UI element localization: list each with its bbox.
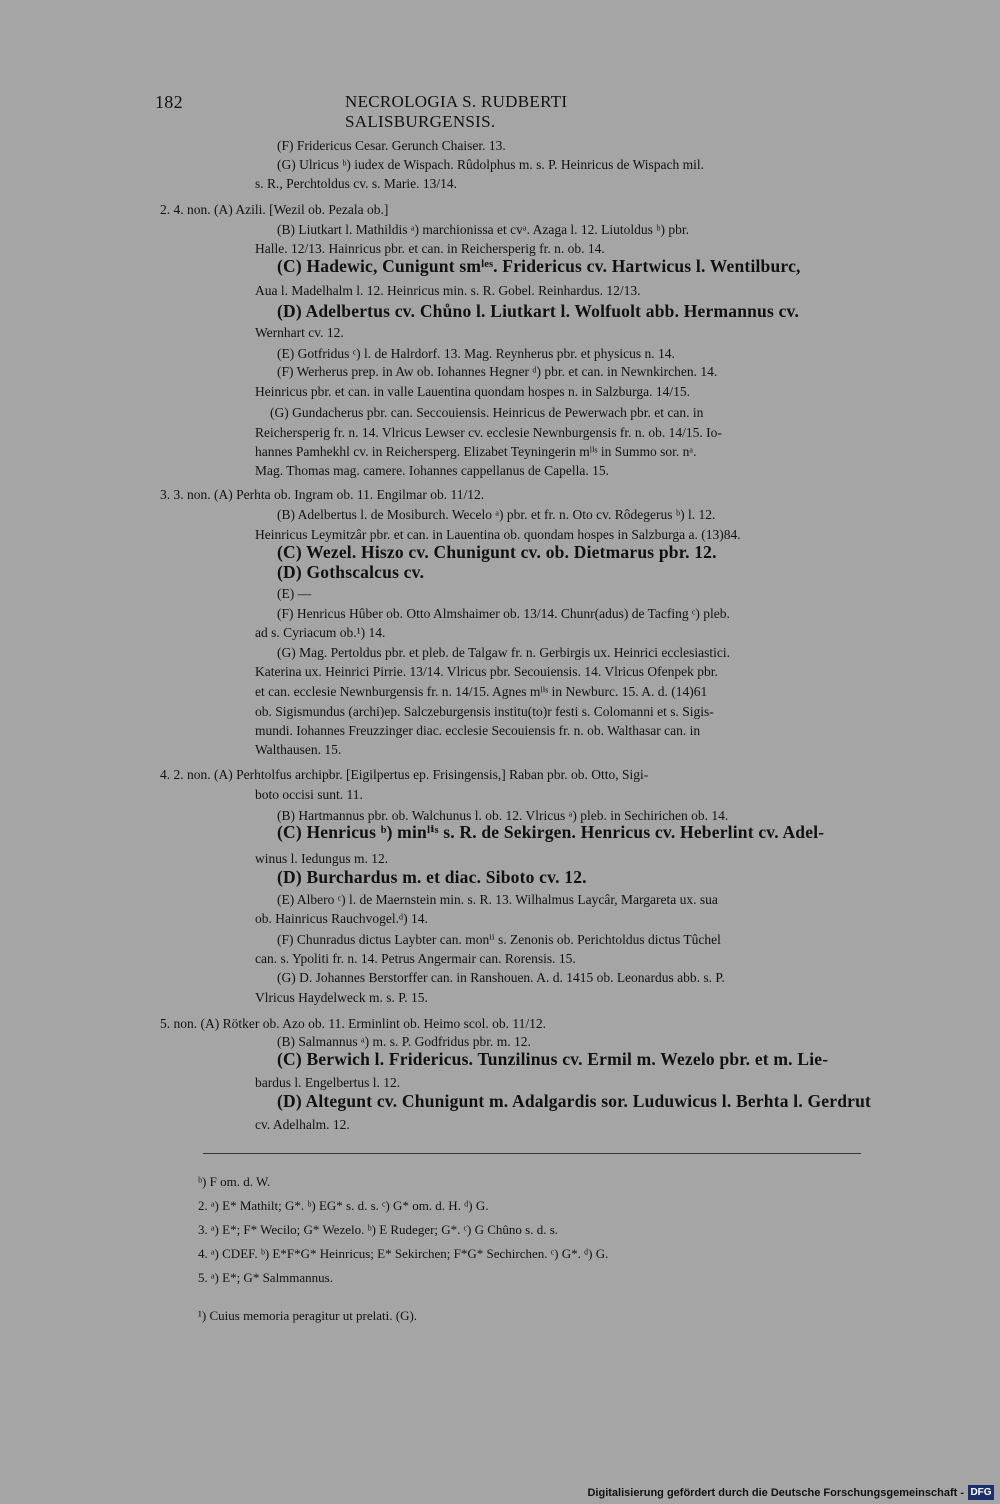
text-line: Wernhart cv. 12.	[255, 325, 344, 340]
text-line: (D) Gothscalcus cv.	[277, 562, 425, 582]
text-line: (G) Gundacherus pbr. can. Seccouiensis. Heinricus de Pewerwach pbr. et can. in	[270, 405, 704, 420]
footer-credit: Digitalisierung gefördert durch die Deutsche Forschungsgemeinschaft -	[587, 1487, 964, 1499]
footnote-line: 3. ᵃ) E*; F* Wecilo; G* Wezelo. ᵇ) E Rudeger; G*. ᶜ) G Chûno s. d. s.	[198, 1222, 559, 1237]
text-line: (G) Ulricus ᵇ) iudex de Wispach. Rûdolphus m. s. P. Heinricus de Wispach mil.	[277, 157, 705, 172]
text-line: (D) Adelbertus cv. Chůno l. Liutkart l. Wolfuolt abb. Hermannus cv.	[277, 301, 800, 321]
text-line: Vlricus Haydelweck m. s. P. 15.	[255, 990, 428, 1005]
text-line: hannes Pamhekhl cv. in Reichersperg. Elizabet Teyningerin mˡⁱˢ in Summo sor. nᵃ.	[255, 444, 697, 459]
text-line: (C) Berwich l. Fridericus. Tunzilinus cv. Ermil m. Wezelo pbr. et m. Lie-	[277, 1049, 829, 1069]
footnote-line: ᵇ) F om. d. W.	[198, 1174, 271, 1189]
text-line: boto occisi sunt. 11.	[255, 787, 363, 802]
dfg-logo: DFG	[968, 1485, 994, 1500]
text-line: (C) Hadewic, Cunigunt smˡᵉˢ. Fridericus cv. Hartwicus l. Wentilburc,	[277, 256, 801, 276]
text-line: (E) Albero ᶜ) l. de Maernstein min. s. R. 13. Wilhalmus Laycâr, Margareta ux. sua	[277, 892, 718, 907]
text-line: ob. Hainricus Rauchvogel.ᵈ) 14.	[255, 911, 428, 926]
text-line: et can. ecclesie Newnburgensis fr. n. 14/15. Agnes mˡⁱˢ in Newburc. 15. A. d. (14)61	[255, 684, 708, 699]
page-header	[155, 92, 715, 131]
text-line: (F) Werherus prep. in Aw ob. Iohannes Hegner ᵈ) pbr. et can. in Newnkirchen. 14.	[277, 364, 718, 379]
text-line: (G) Mag. Pertoldus pbr. et pleb. de Talgaw fr. n. Gerbirgis ux. Heinrici ecclesiastici.	[277, 645, 730, 660]
footnote-line: 5. ᵃ) E*; G* Salmmannus.	[198, 1270, 333, 1285]
text-line: Katerina ux. Heinrici Pirrie. 13/14. Vlricus pbr. Secouiensis. 14. Vlricus Ofenpek pbr.	[255, 664, 718, 679]
text-line: (D) Burchardus m. et diac. Siboto cv. 12.	[277, 867, 587, 887]
text-line: (C) Henricus ᵇ) minˡⁱˢ s. R. de Sekirgen. Henricus cv. Heberlint cv. Adel-	[277, 822, 825, 842]
text-line: (B) Salmannus ᵃ) m. s. P. Godfridus pbr. m. 12.	[277, 1034, 531, 1049]
footnote-line: 2. ᵃ) E* Mathilt; G*. ᵇ) EG* s. d. s. ᶜ) G* om. d. H. ᵈ) G.	[198, 1198, 489, 1213]
text-line: Reichersperig fr. n. 14. Vlricus Lewser cv. ecclesie Newnburgensis fr. n. ob. 14/15. Io-	[255, 425, 722, 440]
text-line: (B) Hartmannus pbr. ob. Walchunus l. ob. 12. Vlricus ᵃ) pleb. in Sechirichen ob. 14.	[277, 808, 729, 823]
footnote-line: 4. ᵃ) CDEF. ᵇ) E*F*G* Heinricus; E* Sekirchen; F*G* Sechirchen. ᶜ) G*. ᵈ) G.	[198, 1246, 609, 1261]
text-line: Walthausen. 15.	[255, 742, 342, 757]
page-number: 182	[155, 92, 183, 112]
text-line: (C) Wezel. Hiszo cv. Chunigunt cv. ob. Dietmarus pbr. 12.	[277, 542, 717, 562]
text-line: (E) —	[277, 586, 312, 601]
text-line: (F) Henricus Hûber ob. Otto Almshaimer ob. 13/14. Chunr(adus) de Tacfing ᶜ) pleb.	[277, 606, 730, 621]
text-line: (B) Liutkart l. Mathildis ᵃ) marchionissa et cvᵃ. Azaga l. 12. Liutoldus ᵇ) pbr.	[277, 222, 689, 237]
text-line: bardus l. Engelbertus l. 12.	[255, 1075, 401, 1090]
text-line: (F) Chunradus dictus Laybter can. monⁱⁱ s. Zenonis ob. Perichtoldus dictus Tûchel	[277, 932, 721, 947]
text-line: Aua l. Madelhalm l. 12. Heinricus min. s. R. Gobel. Reinhardus. 12/13.	[255, 283, 641, 298]
text-line: (F) Fridericus Cesar. Gerunch Chaiser. 13.	[277, 138, 506, 153]
text-line: 2. 4. non. (A) Azili. [Wezil ob. Pezala ob.]	[160, 202, 389, 217]
text-line: 3. 3. non. (A) Perhta ob. Ingram ob. 11. Engilmar ob. 11/12.	[160, 487, 485, 502]
text-line: 4. 2. non. (A) Perhtolfus archipbr. [Eigilpertus ep. Frisingensis,] Raban pbr. ob. Otto, Sigi-	[160, 767, 649, 782]
running-title: NECROLOGIA S. RUDBERTI SALISBURGENSIS.	[345, 92, 568, 131]
text-line: Mag. Thomas mag. camere. Iohannes cappellanus de Capella. 15.	[255, 463, 610, 478]
footnote-divider	[203, 1153, 861, 1154]
text-line: can. s. Ypoliti fr. n. 14. Petrus Angermair can. Rorensis. 15.	[255, 951, 576, 966]
text-line: (B) Adelbertus l. de Mosiburch. Wecelo ᵃ) pbr. et fr. n. Oto cv. Rôdegerus ᵇ) l. 12.	[277, 507, 716, 522]
footnote-line: ¹) Cuius memoria peragitur ut prelati. (G).	[198, 1308, 418, 1323]
text-line: winus l. Iedungus m. 12.	[255, 851, 389, 866]
text-line: mundi. Iohannes Freuzzinger diac. ecclesie Secouiensis fr. n. ob. Walthasar can. in	[255, 723, 701, 738]
text-line: (G) D. Johannes Berstorffer can. in Ranshouen. A. d. 1415 ob. Leonardus abb. s. P.	[277, 970, 725, 985]
text-line: (E) Gotfridus ᶜ) l. de Halrdorf. 13. Mag. Reynherus pbr. et physicus n. 14.	[277, 346, 675, 361]
digitization-footer	[0, 1482, 1000, 1504]
text-line: ad s. Cyriacum ob.¹) 14.	[255, 625, 386, 640]
text-line: ob. Sigismundus (archi)ep. Salczeburgensis institu(to)r festi s. Colomanni et s. Sigis-	[255, 704, 714, 719]
text-line: (D) Altegunt cv. Chunigunt m. Adalgardis sor. Luduwicus l. Berhta l. Gerdrut	[277, 1091, 872, 1111]
text-line: s. R., Perchtoldus cv. s. Marie. 13/14.	[255, 176, 457, 191]
text-line: Halle. 12/13. Hainricus pbr. et can. in Reichersperig fr. n. ob. 14.	[255, 241, 605, 256]
text-line: cv. Adelhalm. 12.	[255, 1117, 350, 1132]
text-line: 5. non. (A) Rötker ob. Azo ob. 11. Erminlint ob. Heimo scol. ob. 11/12.	[160, 1016, 546, 1031]
text-line: Heinricus Leymitzâr pbr. et can. in Lauentina ob. quondam hospes in Salzburga a. (13)84.	[255, 527, 741, 542]
text-line: Heinricus pbr. et can. in valle Lauentina quondam hospes n. in Salzburga. 14/15.	[255, 384, 691, 399]
